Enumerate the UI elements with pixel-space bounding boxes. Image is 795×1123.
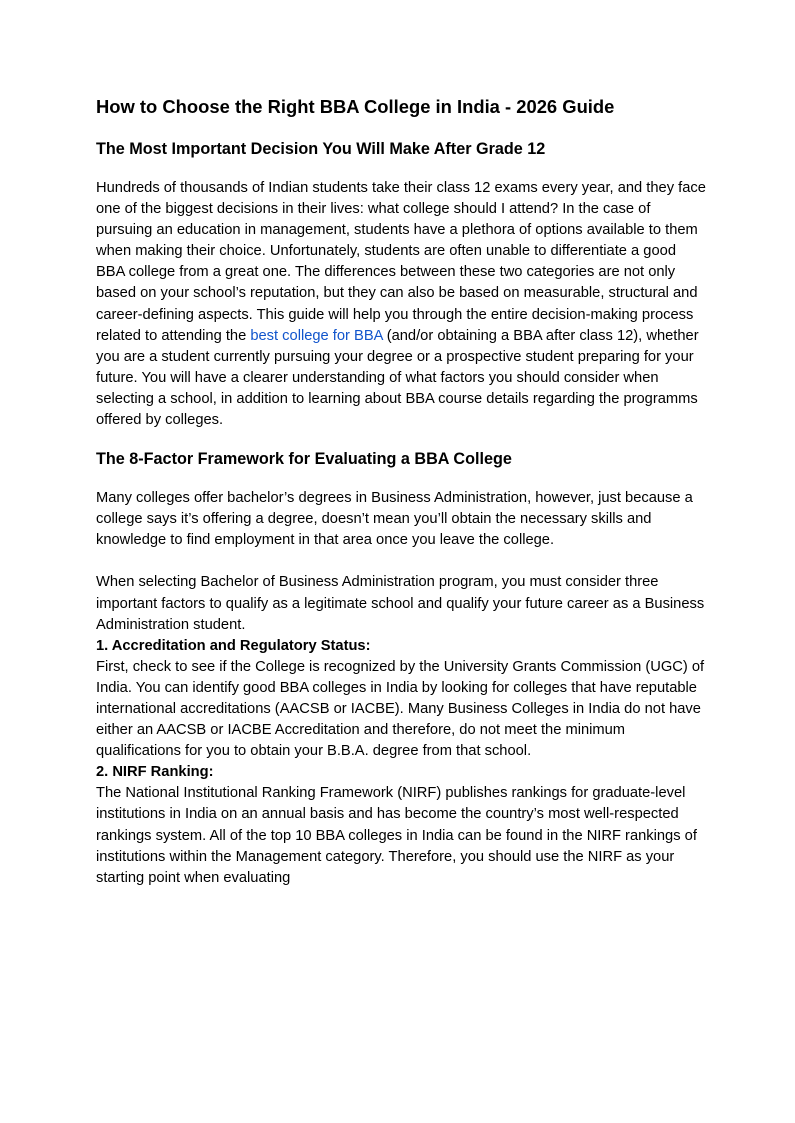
factor-1-text: First, check to see if the College is recognized by the University Grants Commission (UGC) of India. You can identify good BBA colleges in India by looking for colleges that have reputable international accreditations (AACSB or IACBE). Many Business Colleges in India do not have either an AACSB or IACBE Accreditation and therefore, do not meet the minimum qualifications for you to obtain your B.B.A. degree from that school.: [96, 658, 705, 760]
intro-paragraph: [96, 178, 706, 431]
framework-paragraph-1: Many colleges offer bachelor’s degrees in Business Administration, however, just because a college says it’s offering a degree, doesn’t mean you’ll obtain the necessary skills and knowledge to find employment in that area once you leave the college.: [96, 490, 693, 549]
document-page: [96, 94, 706, 889]
intro-text-before-link: Hundreds of thousands of Indian students take their class 12 exams every year, and they face one of the biggest decisions in their lives: what college should I attend? In the case of pursuing an education in management, students have a plethora of options available to them when making their choice. Unfortunately, students are often unable to differentiate a good BBA college from a great one. The differences between these two categories are not only based on your school’s reputation, but they can also be based on measurable, structural and career-defining aspects. This guide will help you through the entire decision-making process related to attending the: [96, 180, 706, 344]
best-college-for-bba-link[interactable]: best college for BBA: [250, 327, 383, 344]
section-heading-framework: The 8-Factor Framework for Evaluating a BBA College: [96, 450, 512, 469]
factor-2-heading: 2. NIRF Ranking:: [96, 764, 214, 781]
section-heading-important-decision: The Most Important Decision You Will Make After Grade 12: [96, 140, 546, 158]
intro-text-after-link: (and/or obtaining a BBA after class 12), whether you are a student currently pursuing your degree or a prospective student preparing for your future. You will have a clearer understanding of what factors you should consider when selecting a school, in addition to learning about BBA course details regarding the programms offered by colleges.: [96, 327, 699, 429]
factor-1-heading: 1. Accreditation and Regulatory Status:: [96, 637, 371, 654]
framework-paragraph-2: When selecting Bachelor of Business Administration program, you must consider three important factors to qualify as a legitimate school and qualify your future career as a Business Administration student.: [96, 574, 705, 633]
factor-2-text: The National Institutional Ranking Framework (NIRF) publishes rankings for graduate-level institutions in India on an annual basis and has become the country’s most well-respected rankings system. All of the top 10 BBA colleges in India can be found in the NIRF rankings of institutions within the Management category. Therefore, you should use the NIRF as your starting point when evaluating: [96, 785, 697, 886]
document-title: How to Choose the Right BBA College in India - 2026 Guide: [96, 96, 615, 117]
